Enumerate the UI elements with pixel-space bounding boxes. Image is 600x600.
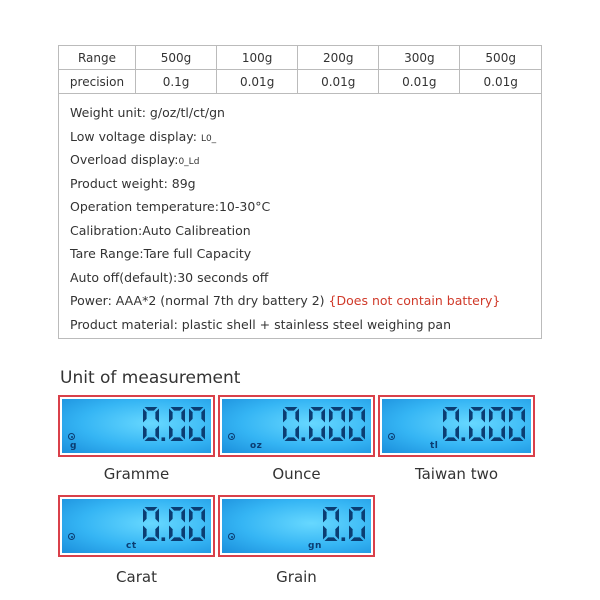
precision-cell: 0.01g	[298, 70, 379, 94]
decimal-point	[462, 437, 466, 441]
lcd-segment	[189, 509, 193, 523]
precision-row	[59, 70, 541, 94]
lcd-segment	[191, 407, 204, 411]
lcd-segment	[323, 509, 327, 523]
decimal-point	[162, 537, 166, 541]
lcd-segment	[189, 409, 193, 423]
operation-temperature-line: Operation temperature:10-30°C	[70, 199, 271, 214]
lcd-segment	[481, 409, 485, 423]
lcd-segment	[155, 426, 159, 440]
caption-carat: Carat	[116, 568, 157, 586]
lcd-segment	[329, 409, 333, 423]
lcd-segment	[341, 409, 345, 423]
lcd-segment	[325, 537, 338, 541]
decimal-point	[302, 437, 306, 441]
lcd-segment	[309, 426, 313, 440]
lcd-segment	[351, 507, 364, 511]
calibration-line: Calibration:Auto Calibreation	[70, 222, 251, 238]
lcd-segment	[351, 437, 364, 441]
lcd-display-carat	[58, 495, 215, 557]
lcd-segment	[335, 526, 339, 540]
lcd-segment	[361, 409, 365, 423]
lcd-segment	[201, 526, 205, 540]
stable-indicator-icon	[228, 433, 235, 440]
product-weight-line: Product weight: 89g	[70, 175, 196, 191]
unit-label: tl	[430, 441, 439, 451]
lcd-segment	[509, 426, 513, 440]
lcd-screen	[62, 499, 211, 553]
range-cell: 200g	[298, 46, 379, 70]
lcd-segment	[469, 426, 473, 440]
spec-list	[59, 94, 541, 336]
decimal-point	[162, 437, 166, 441]
lcd-segment	[491, 407, 504, 411]
stable-indicator-icon	[388, 433, 395, 440]
lcd-segment	[191, 537, 204, 541]
lcd-segment	[341, 426, 345, 440]
lcd-display-grain	[218, 495, 375, 557]
lcd-segment	[491, 437, 504, 441]
lcd-segment	[469, 409, 473, 423]
lcd-segment	[325, 507, 338, 511]
lcd-segment	[321, 409, 325, 423]
lcd-segment	[143, 409, 147, 423]
range-precision-table	[59, 46, 541, 94]
lcd-segment	[361, 526, 365, 540]
range-header-cell: Range	[59, 46, 136, 70]
lcd-segment	[189, 426, 193, 440]
lcd-segment	[335, 509, 339, 523]
lcd-display-taiwan-two	[378, 395, 535, 457]
range-row	[59, 46, 541, 70]
lcd-segment	[501, 426, 505, 440]
lcd-screen	[382, 399, 531, 453]
lcd-segment	[361, 426, 365, 440]
low-voltage-symbol: L0_	[200, 133, 217, 144]
lcd-segment	[489, 409, 493, 423]
lcd-reading	[382, 399, 531, 453]
lcd-display-ounce	[218, 395, 375, 457]
lcd-segment	[443, 409, 447, 423]
lcd-segment	[351, 537, 364, 541]
lcd-segment	[171, 407, 184, 411]
lcd-segment	[189, 526, 193, 540]
precision-header-cell: precision	[59, 70, 136, 94]
lcd-segment	[521, 426, 525, 440]
lcd-segment	[295, 409, 299, 423]
lcd-segment	[471, 437, 484, 441]
range-cell: 100g	[217, 46, 298, 70]
lcd-segment	[311, 407, 324, 411]
lcd-segment	[201, 426, 205, 440]
power-text: Power: AAA*2 (normal 7th dry battery 2)	[70, 293, 325, 308]
lcd-segment	[145, 507, 158, 511]
low-voltage-label: Low voltage display:	[70, 128, 197, 144]
unit-label: g	[70, 441, 77, 451]
lcd-screen	[62, 399, 211, 453]
lcd-segment	[349, 426, 353, 440]
lcd-segment	[321, 426, 325, 440]
lcd-segment	[143, 509, 147, 523]
precision-cell: 0.01g	[379, 70, 460, 94]
lcd-segment	[169, 426, 173, 440]
unit-label: oz	[250, 441, 263, 451]
lcd-segment	[471, 407, 484, 411]
lcd-segment	[181, 409, 185, 423]
lcd-segment	[169, 526, 173, 540]
low-voltage-line	[70, 125, 541, 149]
auto-off-line: Auto off(default):30 seconds off	[70, 269, 269, 285]
caption-ounce: Ounce	[272, 465, 321, 483]
lcd-segment	[511, 407, 524, 411]
specification-panel	[58, 45, 542, 339]
lcd-segment	[349, 526, 353, 540]
overload-label: Overload display:	[70, 152, 179, 167]
lcd-segment	[443, 426, 447, 440]
weight-unit-line: Weight unit: g/oz/tl/ct/gn	[70, 105, 225, 120]
lcd-segment	[455, 409, 459, 423]
section-title: Unit of measurement	[60, 368, 241, 388]
lcd-segment	[331, 407, 344, 411]
lcd-segment	[143, 426, 147, 440]
lcd-segment	[201, 409, 205, 423]
lcd-segment	[329, 426, 333, 440]
lcd-segment	[191, 437, 204, 441]
lcd-segment	[169, 409, 173, 423]
lcd-reading	[222, 399, 371, 453]
overload-line	[70, 148, 541, 172]
lcd-segment	[445, 437, 458, 441]
lcd-segment	[155, 509, 159, 523]
caption-taiwan-two: Taiwan two	[414, 465, 499, 483]
unit-label: ct	[126, 541, 137, 551]
lcd-segment	[489, 426, 493, 440]
lcd-segment	[285, 437, 298, 441]
lcd-segment	[445, 407, 458, 411]
precision-cell: 0.01g	[460, 70, 541, 94]
lcd-segment	[155, 409, 159, 423]
lcd-segment	[171, 437, 184, 441]
stable-indicator-icon	[68, 533, 75, 540]
precision-cell: 0.1g	[136, 70, 217, 94]
stable-indicator-icon	[68, 433, 75, 440]
lcd-segment	[143, 526, 147, 540]
power-line	[70, 289, 541, 313]
lcd-display-gramme	[58, 395, 215, 457]
lcd-segment	[283, 426, 287, 440]
battery-note: {Does not contain battery}	[328, 293, 501, 308]
lcd-segment	[145, 437, 158, 441]
range-cell: 300g	[379, 46, 460, 70]
lcd-segment	[351, 407, 364, 411]
caption-grain: Grain	[276, 568, 317, 586]
lcd-segment	[511, 437, 524, 441]
lcd-segment	[309, 409, 313, 423]
lcd-segment	[181, 526, 185, 540]
lcd-segment	[145, 407, 158, 411]
lcd-segment	[283, 409, 287, 423]
lcd-segment	[331, 437, 344, 441]
lcd-segment	[181, 426, 185, 440]
lcd-reading	[222, 499, 371, 553]
lcd-segment	[481, 426, 485, 440]
lcd-segment	[521, 409, 525, 423]
lcd-segment	[201, 509, 205, 523]
lcd-segment	[295, 426, 299, 440]
lcd-segment	[349, 509, 353, 523]
lcd-segment	[361, 509, 365, 523]
lcd-segment	[145, 537, 158, 541]
lcd-segment	[171, 507, 184, 511]
lcd-segment	[349, 409, 353, 423]
lcd-segment	[181, 509, 185, 523]
range-cell: 500g	[136, 46, 217, 70]
lcd-segment	[171, 537, 184, 541]
lcd-segment	[191, 507, 204, 511]
stable-indicator-icon	[228, 533, 235, 540]
lcd-screen	[222, 399, 371, 453]
caption-gramme: Gramme	[103, 465, 170, 483]
lcd-segment	[169, 509, 173, 523]
overload-symbol: 0_Ld	[178, 157, 200, 167]
unit-label: gn	[308, 541, 322, 551]
lcd-screen	[222, 499, 371, 553]
range-cell: 500g	[460, 46, 541, 70]
product-material-line: Product material: plastic shell + stainless steel weighing pan	[70, 316, 452, 332]
lcd-segment	[509, 409, 513, 423]
tare-range-line: Tare Range:Tare full Capacity	[70, 246, 252, 261]
lcd-segment	[285, 407, 298, 411]
precision-cell: 0.01g	[217, 70, 298, 94]
decimal-point	[342, 537, 346, 541]
lcd-segment	[155, 526, 159, 540]
lcd-segment	[311, 437, 324, 441]
lcd-segment	[323, 526, 327, 540]
lcd-segment	[455, 426, 459, 440]
lcd-reading	[62, 399, 211, 453]
lcd-segment	[501, 409, 505, 423]
